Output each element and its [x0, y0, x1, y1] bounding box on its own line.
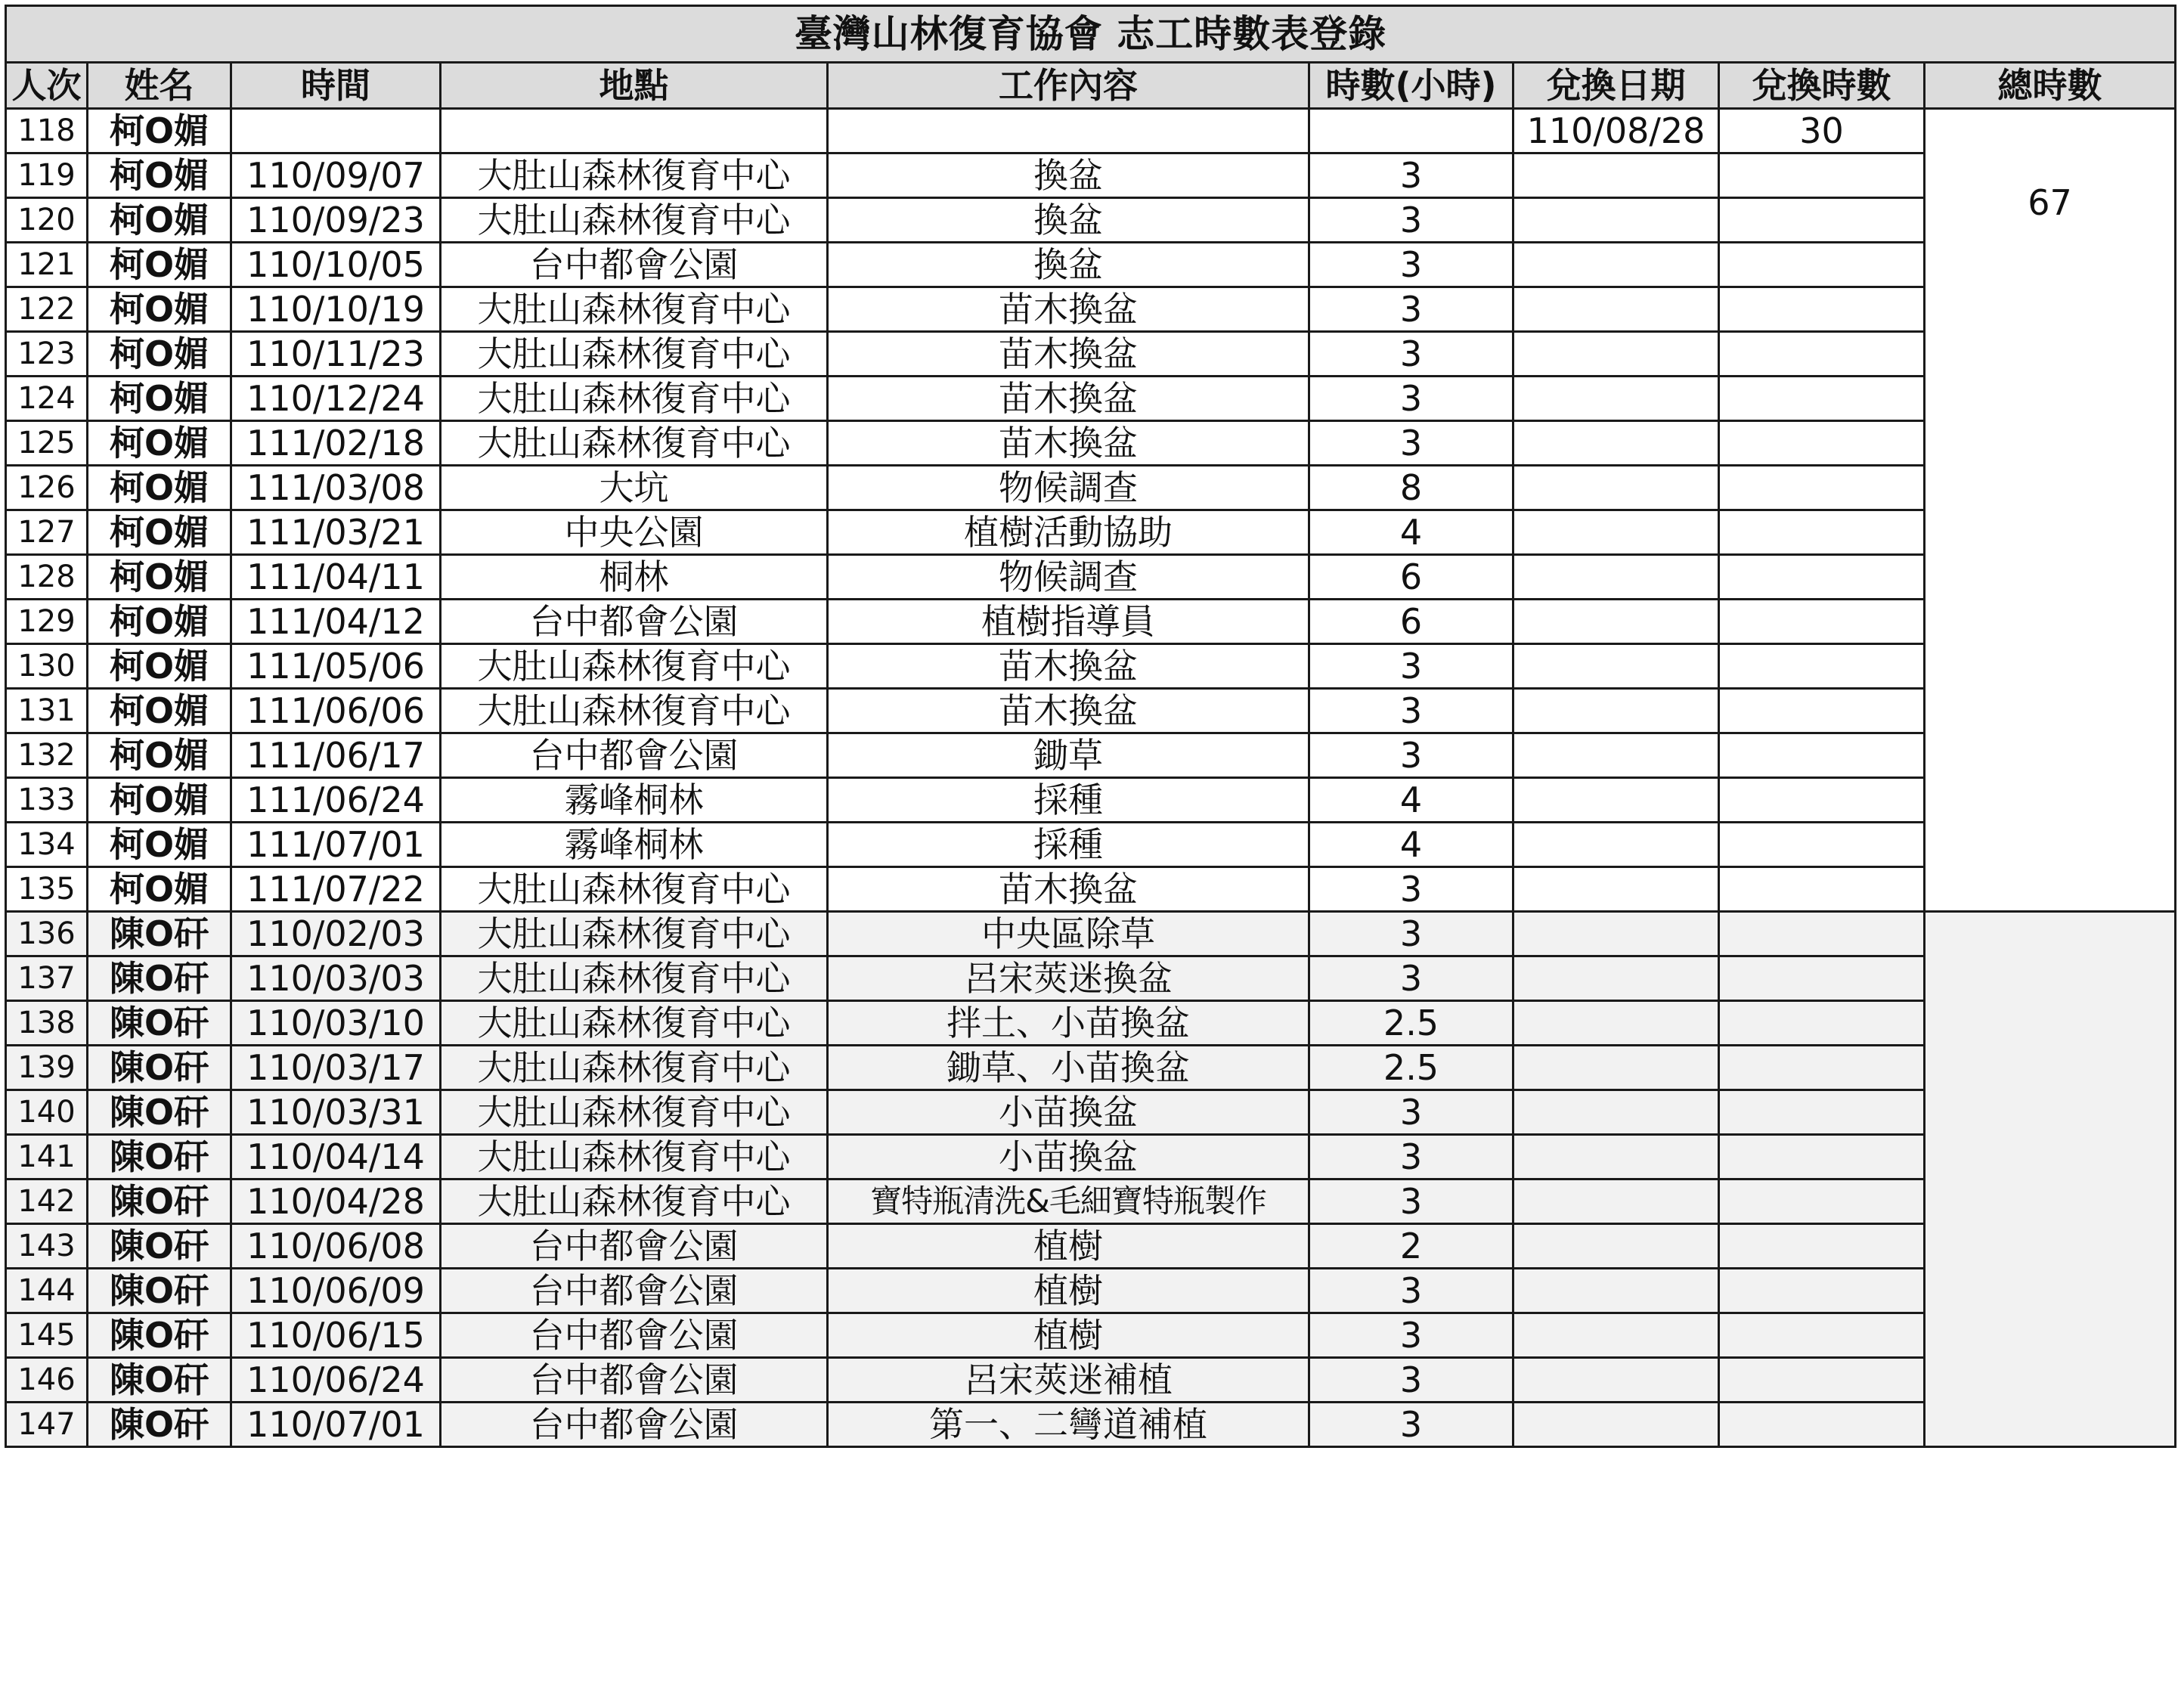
redeem-date-cell: 110/08/28 — [1513, 109, 1719, 153]
table-row — [6, 1403, 2176, 1447]
work-cell: 換盆 — [828, 198, 1309, 243]
work-cell: 植樹活動協助 — [828, 510, 1309, 555]
header-cell: 兌換時數 — [1719, 63, 1925, 109]
work-cell: 第一、二彎道補植 — [828, 1403, 1309, 1447]
name-cell: 陳O矸 — [88, 1001, 231, 1046]
volunteer-hours-sheet — [5, 5, 2174, 1448]
redeem-date-cell — [1513, 778, 1719, 823]
header-cell: 兌換日期 — [1513, 63, 1719, 109]
table-row — [6, 1135, 2176, 1179]
redeem-hours-cell: 30 — [1719, 109, 1925, 153]
table-row — [6, 1090, 2176, 1135]
name-cell: 柯O媚 — [88, 733, 231, 778]
name-cell: 柯O媚 — [88, 377, 231, 421]
table-row — [6, 867, 2176, 912]
table-row — [6, 153, 2176, 198]
redeem-hours-cell — [1719, 778, 1925, 823]
place-cell: 大肚山森林復育中心 — [441, 153, 828, 198]
hours-cell: 4 — [1309, 510, 1513, 555]
hours-cell: 3 — [1309, 733, 1513, 778]
name-cell: 柯O媚 — [88, 421, 231, 466]
hours-cell: 3 — [1309, 1090, 1513, 1135]
redeem-date-cell — [1513, 287, 1719, 332]
place-cell: 大坑 — [441, 466, 828, 510]
redeem-hours-cell — [1719, 1269, 1925, 1313]
sheet-title: 臺灣山林復育協會 志工時數表登錄 — [6, 6, 2176, 63]
table-row — [6, 689, 2176, 733]
date-cell: 110/09/07 — [231, 153, 441, 198]
hours-cell: 3 — [1309, 1269, 1513, 1313]
name-cell: 柯O媚 — [88, 644, 231, 689]
redeem-date-cell — [1513, 1403, 1719, 1447]
redeem-hours-cell — [1719, 823, 1925, 867]
table-row — [6, 600, 2176, 644]
redeem-hours-cell — [1719, 689, 1925, 733]
row-index-cell: 143 — [6, 1224, 88, 1269]
redeem-hours-cell — [1719, 600, 1925, 644]
redeem-hours-cell — [1719, 510, 1925, 555]
name-cell: 柯O媚 — [88, 823, 231, 867]
table-row — [6, 198, 2176, 243]
redeem-date-cell — [1513, 510, 1719, 555]
header-cell: 工作內容 — [828, 63, 1309, 109]
redeem-date-cell — [1513, 198, 1719, 243]
place-cell: 大肚山森林復育中心 — [441, 287, 828, 332]
table-row — [6, 1179, 2176, 1224]
redeem-date-cell — [1513, 912, 1719, 956]
table-body — [6, 109, 2176, 1447]
place-cell: 台中都會公園 — [441, 1313, 828, 1358]
table-row — [6, 1313, 2176, 1358]
hours-cell: 3 — [1309, 1313, 1513, 1358]
place-cell: 台中都會公園 — [441, 733, 828, 778]
name-cell: 柯O媚 — [88, 153, 231, 198]
work-cell: 鋤草、小苗換盆 — [828, 1046, 1309, 1090]
date-cell — [231, 109, 441, 153]
hours-cell: 3 — [1309, 243, 1513, 287]
work-cell: 苗木換盆 — [828, 421, 1309, 466]
date-cell: 110/03/17 — [231, 1046, 441, 1090]
redeem-hours-cell — [1719, 1179, 1925, 1224]
date-cell: 111/07/22 — [231, 867, 441, 912]
redeem-date-cell — [1513, 1179, 1719, 1224]
header-cell: 地點 — [441, 63, 828, 109]
header-cell: 姓名 — [88, 63, 231, 109]
redeem-date-cell — [1513, 1358, 1719, 1403]
redeem-date-cell — [1513, 823, 1719, 867]
redeem-hours-cell — [1719, 1090, 1925, 1135]
hours-cell: 3 — [1309, 1358, 1513, 1403]
header-row — [6, 63, 2176, 109]
table-row — [6, 823, 2176, 867]
table-row — [6, 332, 2176, 377]
hours-cell: 4 — [1309, 823, 1513, 867]
row-index-cell: 147 — [6, 1403, 88, 1447]
row-index-cell: 141 — [6, 1135, 88, 1179]
place-cell: 大肚山森林復育中心 — [441, 867, 828, 912]
redeem-date-cell — [1513, 1313, 1719, 1358]
name-cell: 陳O矸 — [88, 1403, 231, 1447]
row-index-cell: 131 — [6, 689, 88, 733]
hours-cell: 3 — [1309, 1179, 1513, 1224]
redeem-hours-cell — [1719, 421, 1925, 466]
date-cell: 111/06/06 — [231, 689, 441, 733]
work-cell: 物候調查 — [828, 555, 1309, 600]
date-cell: 110/02/03 — [231, 912, 441, 956]
date-cell: 110/06/24 — [231, 1358, 441, 1403]
redeem-hours-cell — [1719, 1001, 1925, 1046]
row-index-cell: 135 — [6, 867, 88, 912]
redeem-hours-cell — [1719, 1135, 1925, 1179]
hours-cell: 3 — [1309, 912, 1513, 956]
place-cell: 大肚山森林復育中心 — [441, 956, 828, 1001]
redeem-date-cell — [1513, 1135, 1719, 1179]
row-index-cell: 138 — [6, 1001, 88, 1046]
table-row — [6, 1001, 2176, 1046]
redeem-hours-cell — [1719, 466, 1925, 510]
place-cell: 霧峰桐林 — [441, 823, 828, 867]
name-cell: 陳O矸 — [88, 1224, 231, 1269]
redeem-hours-cell — [1719, 1313, 1925, 1358]
table-row — [6, 510, 2176, 555]
table-row — [6, 1269, 2176, 1313]
total-hours-cell: 67 — [1925, 109, 2176, 912]
date-cell: 111/04/11 — [231, 555, 441, 600]
table-row — [6, 778, 2176, 823]
work-cell: 苗木換盆 — [828, 644, 1309, 689]
work-cell: 苗木換盆 — [828, 377, 1309, 421]
redeem-hours-cell — [1719, 243, 1925, 287]
redeem-date-cell — [1513, 377, 1719, 421]
header-cell: 時數(小時) — [1309, 63, 1513, 109]
name-cell: 柯O媚 — [88, 689, 231, 733]
hours-cell: 3 — [1309, 377, 1513, 421]
hours-cell: 4 — [1309, 778, 1513, 823]
row-index-cell: 145 — [6, 1313, 88, 1358]
redeem-date-cell — [1513, 733, 1719, 778]
row-index-cell: 140 — [6, 1090, 88, 1135]
row-index-cell: 128 — [6, 555, 88, 600]
total-hours-cell — [1925, 912, 2176, 1447]
hours-cell: 2 — [1309, 1224, 1513, 1269]
row-index-cell: 119 — [6, 153, 88, 198]
row-index-cell: 126 — [6, 466, 88, 510]
name-cell: 柯O媚 — [88, 287, 231, 332]
work-cell: 苗木換盆 — [828, 287, 1309, 332]
place-cell: 大肚山森林復育中心 — [441, 1046, 828, 1090]
name-cell: 陳O矸 — [88, 1358, 231, 1403]
name-cell: 柯O媚 — [88, 600, 231, 644]
name-cell: 柯O媚 — [88, 243, 231, 287]
hours-cell: 3 — [1309, 1135, 1513, 1179]
table-row — [6, 956, 2176, 1001]
hours-cell: 3 — [1309, 956, 1513, 1001]
hours-cell: 2.5 — [1309, 1001, 1513, 1046]
name-cell: 陳O矸 — [88, 1269, 231, 1313]
date-cell: 110/03/03 — [231, 956, 441, 1001]
name-cell: 柯O媚 — [88, 778, 231, 823]
row-index-cell: 134 — [6, 823, 88, 867]
work-cell: 寶特瓶清洗&毛細寶特瓶製作 — [828, 1179, 1309, 1224]
hours-cell: 3 — [1309, 332, 1513, 377]
hours-cell: 3 — [1309, 287, 1513, 332]
redeem-date-cell — [1513, 600, 1719, 644]
hours-cell: 3 — [1309, 867, 1513, 912]
date-cell: 110/10/19 — [231, 287, 441, 332]
redeem-hours-cell — [1719, 198, 1925, 243]
place-cell: 台中都會公園 — [441, 1269, 828, 1313]
place-cell: 大肚山森林復育中心 — [441, 644, 828, 689]
row-index-cell: 146 — [6, 1358, 88, 1403]
work-cell: 小苗換盆 — [828, 1090, 1309, 1135]
redeem-hours-cell — [1719, 332, 1925, 377]
row-index-cell: 125 — [6, 421, 88, 466]
date-cell: 111/03/08 — [231, 466, 441, 510]
redeem-date-cell — [1513, 956, 1719, 1001]
date-cell: 110/09/23 — [231, 198, 441, 243]
place-cell: 大肚山森林復育中心 — [441, 1001, 828, 1046]
row-index-cell: 127 — [6, 510, 88, 555]
table-row — [6, 243, 2176, 287]
table-row — [6, 1358, 2176, 1403]
place-cell: 台中都會公園 — [441, 600, 828, 644]
row-index-cell: 120 — [6, 198, 88, 243]
hours-cell: 6 — [1309, 600, 1513, 644]
redeem-hours-cell — [1719, 377, 1925, 421]
header-cell: 總時數 — [1925, 63, 2176, 109]
row-index-cell: 122 — [6, 287, 88, 332]
row-index-cell: 132 — [6, 733, 88, 778]
date-cell: 110/06/15 — [231, 1313, 441, 1358]
work-cell: 鋤草 — [828, 733, 1309, 778]
redeem-date-cell — [1513, 1046, 1719, 1090]
redeem-hours-cell — [1719, 1403, 1925, 1447]
row-index-cell: 137 — [6, 956, 88, 1001]
hours-cell — [1309, 109, 1513, 153]
redeem-date-cell — [1513, 867, 1719, 912]
date-cell: 110/10/05 — [231, 243, 441, 287]
row-index-cell: 124 — [6, 377, 88, 421]
redeem-date-cell — [1513, 1001, 1719, 1046]
work-cell: 植樹 — [828, 1313, 1309, 1358]
work-cell: 苗木換盆 — [828, 867, 1309, 912]
row-index-cell: 129 — [6, 600, 88, 644]
name-cell: 柯O媚 — [88, 510, 231, 555]
row-index-cell: 118 — [6, 109, 88, 153]
work-cell: 拌土、小苗換盆 — [828, 1001, 1309, 1046]
table-row — [6, 733, 2176, 778]
place-cell: 大肚山森林復育中心 — [441, 198, 828, 243]
redeem-hours-cell — [1719, 733, 1925, 778]
row-index-cell: 130 — [6, 644, 88, 689]
place-cell: 中央公園 — [441, 510, 828, 555]
place-cell: 台中都會公園 — [441, 1224, 828, 1269]
redeem-date-cell — [1513, 153, 1719, 198]
work-cell: 中央區除草 — [828, 912, 1309, 956]
work-cell: 物候調查 — [828, 466, 1309, 510]
date-cell: 110/12/24 — [231, 377, 441, 421]
work-cell: 採種 — [828, 823, 1309, 867]
redeem-date-cell — [1513, 1090, 1719, 1135]
date-cell: 110/04/14 — [231, 1135, 441, 1179]
place-cell: 桐林 — [441, 555, 828, 600]
place-cell: 大肚山森林復育中心 — [441, 689, 828, 733]
name-cell: 陳O矸 — [88, 1135, 231, 1179]
hours-cell: 3 — [1309, 421, 1513, 466]
redeem-hours-cell — [1719, 287, 1925, 332]
redeem-date-cell — [1513, 466, 1719, 510]
table-row — [6, 1046, 2176, 1090]
date-cell: 110/06/08 — [231, 1224, 441, 1269]
name-cell: 柯O媚 — [88, 332, 231, 377]
redeem-hours-cell — [1719, 956, 1925, 1001]
hours-cell: 6 — [1309, 555, 1513, 600]
row-index-cell: 142 — [6, 1179, 88, 1224]
row-index-cell: 139 — [6, 1046, 88, 1090]
work-cell: 呂宋莢迷補植 — [828, 1358, 1309, 1403]
redeem-hours-cell — [1719, 153, 1925, 198]
date-cell: 110/04/28 — [231, 1179, 441, 1224]
hours-cell: 8 — [1309, 466, 1513, 510]
name-cell: 柯O媚 — [88, 466, 231, 510]
redeem-hours-cell — [1719, 867, 1925, 912]
row-index-cell: 123 — [6, 332, 88, 377]
name-cell: 陳O矸 — [88, 1179, 231, 1224]
redeem-hours-cell — [1719, 1224, 1925, 1269]
place-cell: 大肚山森林復育中心 — [441, 421, 828, 466]
date-cell: 111/06/17 — [231, 733, 441, 778]
date-cell: 111/02/18 — [231, 421, 441, 466]
place-cell: 台中都會公園 — [441, 243, 828, 287]
work-cell — [828, 109, 1309, 153]
work-cell: 換盆 — [828, 153, 1309, 198]
date-cell: 111/07/01 — [231, 823, 441, 867]
name-cell: 陳O矸 — [88, 912, 231, 956]
redeem-date-cell — [1513, 243, 1719, 287]
work-cell: 呂宋莢迷換盆 — [828, 956, 1309, 1001]
date-cell: 110/03/10 — [231, 1001, 441, 1046]
row-index-cell: 144 — [6, 1269, 88, 1313]
work-cell: 小苗換盆 — [828, 1135, 1309, 1179]
name-cell: 陳O矸 — [88, 1313, 231, 1358]
redeem-hours-cell — [1719, 555, 1925, 600]
row-index-cell: 133 — [6, 778, 88, 823]
work-cell: 苗木換盆 — [828, 332, 1309, 377]
name-cell: 陳O矸 — [88, 1090, 231, 1135]
place-cell: 大肚山森林復育中心 — [441, 332, 828, 377]
redeem-hours-cell — [1719, 1358, 1925, 1403]
work-cell: 苗木換盆 — [828, 689, 1309, 733]
redeem-date-cell — [1513, 555, 1719, 600]
row-index-cell: 136 — [6, 912, 88, 956]
table-row — [6, 377, 2176, 421]
date-cell: 111/06/24 — [231, 778, 441, 823]
date-cell: 110/11/23 — [231, 332, 441, 377]
work-cell: 採種 — [828, 778, 1309, 823]
date-cell: 110/07/01 — [231, 1403, 441, 1447]
date-cell: 111/04/12 — [231, 600, 441, 644]
place-cell: 台中都會公園 — [441, 1403, 828, 1447]
place-cell: 大肚山森林復育中心 — [441, 1090, 828, 1135]
place-cell: 大肚山森林復育中心 — [441, 1135, 828, 1179]
table-row — [6, 421, 2176, 466]
hours-table — [5, 5, 2176, 1448]
work-cell: 植樹指導員 — [828, 600, 1309, 644]
hours-cell: 3 — [1309, 644, 1513, 689]
date-cell: 110/06/09 — [231, 1269, 441, 1313]
work-cell: 植樹 — [828, 1224, 1309, 1269]
redeem-date-cell — [1513, 1269, 1719, 1313]
redeem-date-cell — [1513, 1224, 1719, 1269]
table-row — [6, 109, 2176, 153]
table-row — [6, 912, 2176, 956]
place-cell: 台中都會公園 — [441, 1358, 828, 1403]
work-cell: 換盆 — [828, 243, 1309, 287]
table-row — [6, 1224, 2176, 1269]
redeem-date-cell — [1513, 332, 1719, 377]
name-cell: 陳O矸 — [88, 956, 231, 1001]
hours-cell: 2.5 — [1309, 1046, 1513, 1090]
redeem-date-cell — [1513, 689, 1719, 733]
header-cell: 時間 — [231, 63, 441, 109]
place-cell: 大肚山森林復育中心 — [441, 1179, 828, 1224]
name-cell: 柯O媚 — [88, 109, 231, 153]
hours-cell: 3 — [1309, 1403, 1513, 1447]
name-cell: 柯O媚 — [88, 198, 231, 243]
table-row — [6, 466, 2176, 510]
redeem-hours-cell — [1719, 912, 1925, 956]
place-cell: 霧峰桐林 — [441, 778, 828, 823]
place-cell — [441, 109, 828, 153]
hours-cell: 3 — [1309, 198, 1513, 243]
name-cell: 柯O媚 — [88, 867, 231, 912]
redeem-hours-cell — [1719, 1046, 1925, 1090]
hours-cell: 3 — [1309, 153, 1513, 198]
name-cell: 陳O矸 — [88, 1046, 231, 1090]
date-cell: 111/03/21 — [231, 510, 441, 555]
hours-cell: 3 — [1309, 689, 1513, 733]
redeem-hours-cell — [1719, 644, 1925, 689]
place-cell: 大肚山森林復育中心 — [441, 377, 828, 421]
header-cell: 人次 — [6, 63, 88, 109]
date-cell: 110/03/31 — [231, 1090, 441, 1135]
redeem-date-cell — [1513, 421, 1719, 466]
table-row — [6, 287, 2176, 332]
table-row — [6, 555, 2176, 600]
row-index-cell: 121 — [6, 243, 88, 287]
date-cell: 111/05/06 — [231, 644, 441, 689]
work-cell: 植樹 — [828, 1269, 1309, 1313]
place-cell: 大肚山森林復育中心 — [441, 912, 828, 956]
name-cell: 柯O媚 — [88, 555, 231, 600]
table-row — [6, 644, 2176, 689]
redeem-date-cell — [1513, 644, 1719, 689]
